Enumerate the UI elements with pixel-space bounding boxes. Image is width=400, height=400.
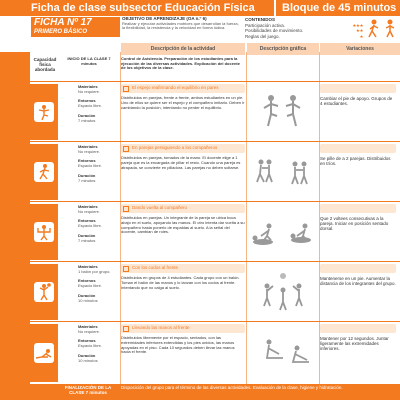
running-figures-icon xyxy=(366,17,400,41)
activity-row xyxy=(30,321,400,384)
closing-bar xyxy=(30,384,400,400)
checkbox-icon xyxy=(123,146,129,152)
activity-title: En parejas persiguiendo a los compañeros xyxy=(132,145,218,151)
closing-text: Disposición del grupo para el término de las diversas actividades. Evaluación de la clase, higiene y hidratación. xyxy=(121,385,343,390)
variant-text: Mantenerse en un pie. Aumentar la distancia de los integrantes del grupo. xyxy=(320,276,396,287)
activity-graphic xyxy=(247,264,319,320)
variants xyxy=(320,264,396,286)
ficha-badge xyxy=(31,17,120,37)
space-value: Espacio libre. xyxy=(78,283,103,289)
checkbox-icon xyxy=(123,86,129,92)
activity-description xyxy=(121,144,245,170)
content-item: Participación activa. ★★★ xyxy=(245,22,363,28)
sheet-title: Ficha de clase subsector Educación Física xyxy=(0,0,274,16)
duration-value: 7 minutos xyxy=(78,117,96,123)
variants xyxy=(320,204,396,232)
col-variants-header: Variaciones xyxy=(320,43,400,55)
activity-description xyxy=(121,84,245,110)
balance-icon xyxy=(34,102,54,122)
col-graphic-header: Descripción gráfica xyxy=(247,43,319,55)
activity-row xyxy=(30,201,400,262)
content-item: Reglas del juego. ★ xyxy=(245,33,363,39)
strength-icon xyxy=(34,222,54,242)
star-rating: ★★★ xyxy=(352,22,363,28)
activity-graphic xyxy=(247,84,319,140)
space-value: Espacio libre. xyxy=(78,223,103,229)
contents-box xyxy=(245,17,363,41)
group-ball-icon xyxy=(247,264,319,320)
activity-row xyxy=(30,261,400,322)
space-value: Espacio libre. xyxy=(78,343,103,349)
activity-icons xyxy=(366,17,400,41)
activity-title: Dando vuelta al compañero xyxy=(132,205,188,211)
star-rating: ★ xyxy=(359,33,363,39)
materials-value: No requiere. xyxy=(78,88,101,94)
activity-graphic xyxy=(247,144,319,200)
ficha-number: FICHA Nº 17 xyxy=(34,17,92,28)
objective-heading: OBJETIVO DE APRENDIZAJE (OA n.º 6) xyxy=(122,17,207,21)
activity-title: El espejo reafirmando el equilibrio en pares xyxy=(132,85,219,91)
ficha-level: PRIMERO BÁSICO xyxy=(34,29,88,35)
closing-label: FINALIZACIÓN DE LA CLASE 7 minutos xyxy=(64,385,112,395)
activity-text: Distribuidos en grupos de 4 estudiantes. Cada grupo con un balón. Toman el balón de las manos y lo lanzan con los codos al frente. Intentando que no caiga al suelo. xyxy=(121,275,240,290)
col-description-header: Descripción de la actividad xyxy=(121,43,245,55)
activity-description xyxy=(121,324,245,355)
capacity-cell xyxy=(30,324,58,382)
materials-block: Materiales No requiere. Entornos Espacio libre. Duración 7 minutos xyxy=(78,204,103,243)
capacity-cell xyxy=(30,264,58,320)
activity-text: Distribuidos en parejas, frente a frente, ambos estudiantes en un pie. Uno de ellos se quiere ser el espejo y el compañero imitarlo. Deben ir cambiando la posición, intentando no perder el equilibrio. xyxy=(121,95,245,110)
materials-value: 1 balón por grupo. xyxy=(78,268,111,274)
activity-title: Con los codos al frente xyxy=(132,265,179,271)
materials-value: No requiere. xyxy=(78,208,101,214)
activity-row xyxy=(30,141,400,202)
capacity-cell xyxy=(30,204,58,260)
activity-description xyxy=(121,204,245,235)
capacity-label: Capacidad física abordada xyxy=(33,57,57,72)
turning-partner-icon xyxy=(247,204,319,260)
activity-graphic xyxy=(247,204,319,260)
variant-text: Mantener por 12 segundos. Juntar ligeramente las extremidades inferiores. xyxy=(320,336,389,352)
activity-text: Distribuidos en parejas, tomados de la mano. El docente elige a 1 pareja que es la encargada de pillar el resto. Cuando una pareja es atrapada, se convierte en pilladora. Las parejas no deben soltarse. xyxy=(121,155,241,170)
runner-icon xyxy=(34,162,54,182)
variants xyxy=(320,84,396,106)
checkbox-icon xyxy=(123,206,129,212)
content-item: Posibilidades de movimiento. ★★ xyxy=(245,28,363,33)
chasing-pairs-icon xyxy=(247,144,319,200)
activity-title: Llevando las manos al frente xyxy=(132,325,190,331)
variants xyxy=(320,144,396,166)
contents-heading: CONTENIDOS xyxy=(245,17,276,22)
checkbox-icon xyxy=(123,266,129,272)
intro-text: Control de Asistencia. Preparación de los estudiantes para la ejecución de las diversas actividades. Explicación del docente de los objetivos de la clase. xyxy=(121,56,240,71)
start-label: INICIO DE LA CLASE 7 minutos xyxy=(67,56,111,66)
materials-block: Materiales 1 balón por grupo. Entornos Espacio libre. Duración 10 minutos xyxy=(78,264,111,303)
learning-objective xyxy=(122,17,242,39)
duration-value: 10 minutos xyxy=(78,297,98,303)
space-value: Espacio libre. xyxy=(78,103,103,109)
materials-value: No requiere. xyxy=(78,148,101,154)
materials-block: Materiales No requiere. Entornos Espacio libre. Duración 10 minutos xyxy=(78,324,103,363)
variant-text: Se pille de a 2 parejas. Distribuidos en tríos. xyxy=(320,156,391,167)
mirror-figures-icon xyxy=(247,84,319,140)
header-bar xyxy=(0,0,400,16)
variant-text: Que 2 voltees consecutivas a la pareja. Iniciar en posición sentado dorsal. xyxy=(320,216,389,232)
duration-value: 7 minutos xyxy=(78,237,96,243)
materials-value: No requiere. xyxy=(78,328,101,334)
capacity-cell xyxy=(30,84,58,140)
activity-text: Distribuidos libremente por el espacio, sentados, con las extremidades inferiores extendidas y los pies unidos, las manos apoyadas en el piso. Cada 10 segundos deben llevar las manos hacia el frente. xyxy=(121,335,235,355)
space-value: Espacio libre. xyxy=(78,163,103,169)
materials-block: Materiales No requiere. Entornos Espacio libre. Duración 7 minutos xyxy=(78,144,103,183)
flexibility-icon xyxy=(34,343,54,363)
objective-text: Realizar y ejecutar actividades motrices que desarrollan la fuerza, la flexibilidad, la resistencia y la velocidad en forma lúdica. xyxy=(122,20,239,31)
duration-value: 7 minutos xyxy=(78,177,96,183)
duration-value: 10 minutos xyxy=(78,357,98,363)
seated-stretch-icon xyxy=(247,324,319,380)
sidebar-stripe xyxy=(0,52,30,400)
variants xyxy=(320,324,396,352)
activity-description xyxy=(121,264,245,290)
block-duration: Bloque de 45 minutos xyxy=(274,0,400,16)
checkbox-icon xyxy=(123,326,129,332)
activity-graphic xyxy=(247,324,319,382)
activity-text: Distribuidos en parejas. Un integrante de la pareja se ubica boca abajo en el suelo, apoyando las manos. El otro intenta dar vuelta a su compañero hasta ponerlo de espaldas al suelo. A la señal del docente, cambian de roles. xyxy=(121,215,245,235)
ball-throw-icon xyxy=(34,282,54,302)
activity-row xyxy=(30,81,400,142)
capacity-cell xyxy=(30,144,58,200)
star-rating: ★★ xyxy=(355,28,363,33)
materials-block: Materiales No requiere. Entornos Espacio libre. Duración 7 minutos xyxy=(78,84,103,123)
variant-text: Cambiar el pie de apoyo. Grupos de 4 estudiantes. xyxy=(320,96,393,107)
